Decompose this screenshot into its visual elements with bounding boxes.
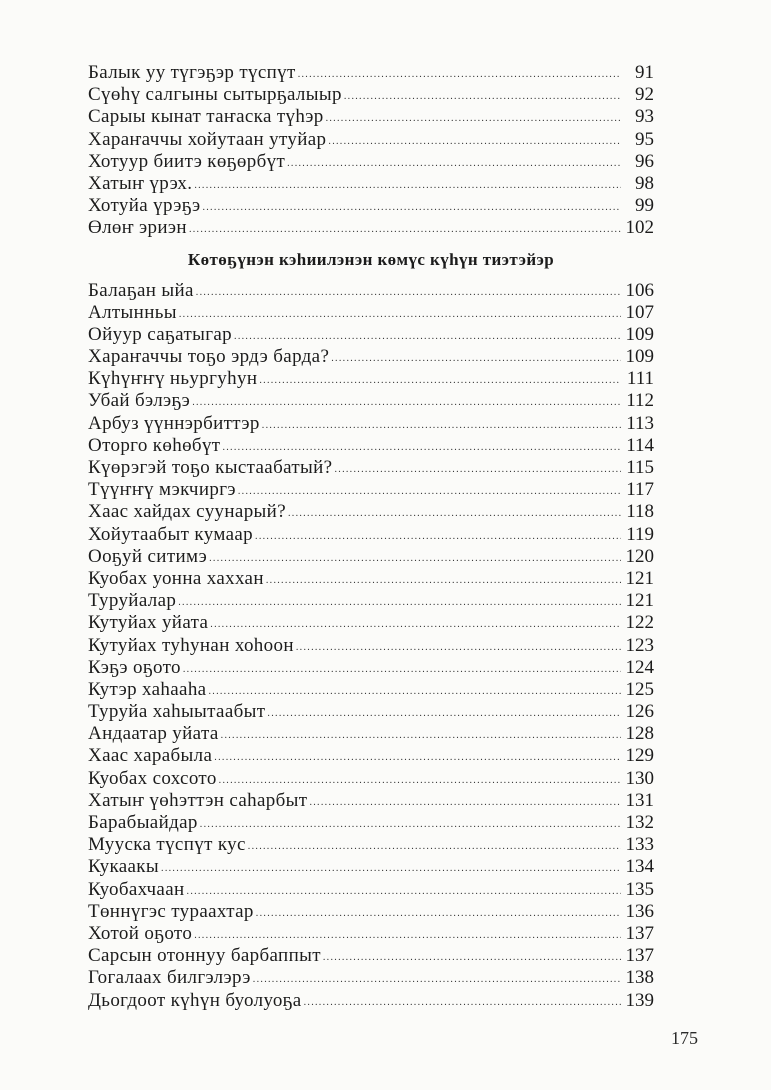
toc-entry-page: 92 [635, 84, 654, 106]
toc-entry-page: 106 [625, 279, 654, 301]
toc-entry-title: Гогалаах билгэлэрэ [88, 967, 251, 989]
toc-entry [88, 856, 654, 878]
toc-entry [88, 901, 654, 923]
toc-entry-title: Арбуз үүннэрбиттэр [88, 412, 260, 434]
toc-entry-page: 117 [626, 479, 654, 501]
toc-entry-title: Хойутаабыт кумаар [88, 523, 254, 545]
toc-entry-title: Куобах сохсото [88, 767, 217, 789]
toc-entry-page: 95 [635, 128, 654, 150]
toc-entry-title: Хараҥаччы тоҕо эрдэ барда? [88, 346, 330, 368]
toc-entry [88, 501, 654, 523]
toc-entry-title: Сарыы кынат таҥаска түһэр [88, 106, 324, 128]
toc-entry [88, 768, 654, 790]
toc-entry-title: Ооҕуй ситимэ [88, 545, 208, 567]
toc-entry-title: Күөрэгэй тоҕо кыстаабатый? [88, 457, 333, 478]
toc-entry [88, 524, 654, 546]
toc-entry-title: Хотуур биитэ көҕөрбүт [88, 150, 286, 172]
toc-entry-title: Кутуйах туһунан хоһоон [88, 634, 294, 656]
toc-entry-title: Хатыҥ үрэх. [88, 172, 193, 194]
toc-entry [88, 590, 654, 612]
toc-entry [88, 390, 654, 412]
toc-entry-page: 135 [625, 878, 654, 900]
toc-entry [88, 62, 654, 84]
toc-entry [88, 657, 654, 679]
toc-entry-page: 129 [625, 745, 654, 767]
toc-entry-title: Балаҕан ыйа [88, 279, 194, 301]
toc-entry-title: Балык уу түгэҕэр түспүт [88, 62, 296, 83]
toc-entry [88, 324, 654, 346]
toc-entry [88, 568, 654, 590]
toc-entry-page: 137 [625, 945, 654, 967]
toc-entry-title: Кукаакы [88, 856, 160, 878]
toc-entry-page: 98 [635, 172, 654, 194]
toc-entry-page: 107 [625, 301, 654, 323]
toc-entry [88, 945, 654, 967]
toc-entry-page: 133 [625, 834, 654, 856]
toc-entry-title: Хаас харабыла [88, 745, 213, 767]
toc-entry-page: 126 [625, 701, 654, 723]
toc-entry-title: Хотой оҕото [88, 922, 193, 944]
toc-entry [88, 612, 654, 634]
toc-entry-page: 121 [625, 567, 654, 589]
toc-entry [88, 413, 654, 435]
toc-entry-page: 137 [625, 922, 654, 944]
toc-entry [88, 151, 654, 173]
toc-entry-page: 96 [635, 150, 654, 172]
dot-leader [189, 216, 621, 241]
toc-entry-title: Куобах уонна хаххан [88, 567, 264, 589]
toc-entry-page: 134 [625, 856, 654, 878]
toc-entry [88, 302, 654, 324]
toc-entry [88, 990, 654, 1012]
toc-entry-page: 102 [625, 217, 654, 239]
toc-entry-page: 121 [625, 590, 654, 612]
toc-entry-title: Сарсын отоннуу барбаппыт [88, 945, 321, 967]
toc-entry [88, 280, 654, 302]
toc-entry-page: 122 [625, 612, 654, 634]
section-heading: Көтөҕүнэн кэһиилэнэн көмүс күһүн тиэтэйэр [187, 249, 555, 269]
toc-entry-title: Күһүҥҥү ньургуһун [88, 368, 258, 390]
toc-entry-title: Кутуйах уйата [88, 612, 209, 634]
toc-entry-title: Өлөҥ эриэн [88, 217, 187, 239]
toc-entry-title: Туруйа хаһыытаабыт [88, 701, 266, 723]
toc-entry-page: 123 [625, 634, 654, 656]
toc-entry-title: Туруйалар [88, 590, 177, 612]
toc-entry-page: 99 [635, 195, 654, 217]
toc-entry-title: Дьогдоот күһүн буолуоҕа [88, 989, 302, 1011]
toc-entry-page: 111 [626, 368, 654, 390]
toc-entry-title: Барабыайдар [88, 812, 198, 833]
toc-entry-page: 113 [626, 412, 654, 434]
toc-entry [88, 84, 654, 106]
toc-entry-page: 139 [625, 989, 654, 1011]
toc-entry [88, 679, 654, 701]
toc-entry-page: 109 [625, 323, 654, 345]
toc-entry-page: 130 [625, 767, 654, 789]
toc-entry-page: 109 [625, 346, 654, 368]
toc-entry-page: 120 [625, 545, 654, 567]
toc-entry-page: 112 [626, 390, 654, 412]
toc-entry [88, 923, 654, 945]
toc-entry [88, 967, 654, 989]
toc-entry [88, 129, 654, 151]
toc-group-top [88, 62, 654, 240]
toc-entry-page: 132 [625, 812, 654, 833]
toc-entry-title: Мууска түспүт кус [88, 834, 246, 856]
toc-entry [88, 217, 654, 239]
toc-entry [88, 834, 654, 856]
toc-entry-title: Кутэр хаһааһа [88, 678, 207, 700]
toc-entry-page: 115 [626, 457, 654, 478]
toc-entry-title: Хатыҥ үөһэттэн саһарбыт [88, 789, 308, 811]
toc-entry [88, 745, 654, 767]
toc-entry [88, 368, 654, 390]
dot-leader [304, 989, 621, 1014]
toc-entry [88, 479, 654, 501]
toc-entry [88, 790, 654, 812]
toc-entry-title: Төннүгэс тураахтар [88, 900, 254, 922]
toc-entry [88, 173, 654, 195]
toc-entry [88, 701, 654, 723]
table-of-contents [88, 62, 654, 1012]
toc-entry [88, 435, 654, 457]
toc-entry [88, 723, 654, 745]
toc-entry-title: Сүөһү салгыны сытырҕалыыр [88, 84, 342, 106]
toc-entry-title: Хотуйа үрэҕэ [88, 195, 201, 217]
toc-entry-page: 119 [626, 523, 654, 545]
toc-entry [88, 195, 654, 217]
toc-entry-title: Түүҥҥү мэкчиргэ [88, 479, 236, 501]
toc-entry-page: 118 [626, 501, 654, 523]
toc-entry-page: 136 [625, 900, 654, 922]
toc-entry [88, 635, 654, 657]
toc-entry-page: 91 [635, 62, 654, 83]
toc-entry-title: Андаатар уйата [88, 723, 219, 745]
toc-entry [88, 546, 654, 568]
toc-entry-page: 138 [625, 967, 654, 989]
toc-entry-title: Куобахчаан [88, 878, 185, 900]
toc-entry-title: Алтынньы [88, 301, 177, 323]
toc-entry-title: Убай бэлэҕэ [88, 390, 191, 412]
toc-entry-page: 114 [626, 434, 654, 456]
toc-entry [88, 346, 654, 368]
toc-entry-title: Хаас хайдах суунарый? [88, 501, 286, 523]
toc-entry-title: Хараҥаччы хойутаан утуйар [88, 128, 327, 150]
toc-entry-title: Кэҕэ оҕото [88, 656, 181, 678]
toc-entry [88, 457, 654, 479]
toc-entry [88, 812, 654, 834]
toc-entry-title: Ойуур саҕатыгар [88, 323, 233, 345]
toc-entry-page: 93 [635, 106, 654, 128]
toc-entry [88, 879, 654, 901]
toc-entry [88, 106, 654, 128]
toc-entry-page: 128 [625, 723, 654, 745]
toc-entry-page: 124 [625, 656, 654, 678]
toc-entry-page: 125 [625, 678, 654, 700]
page-number: 175 [671, 1028, 698, 1048]
toc-group-bottom [88, 280, 654, 1012]
toc-entry-title: Оторго көһөбүт [88, 434, 221, 456]
toc-entry-page: 131 [625, 789, 654, 811]
